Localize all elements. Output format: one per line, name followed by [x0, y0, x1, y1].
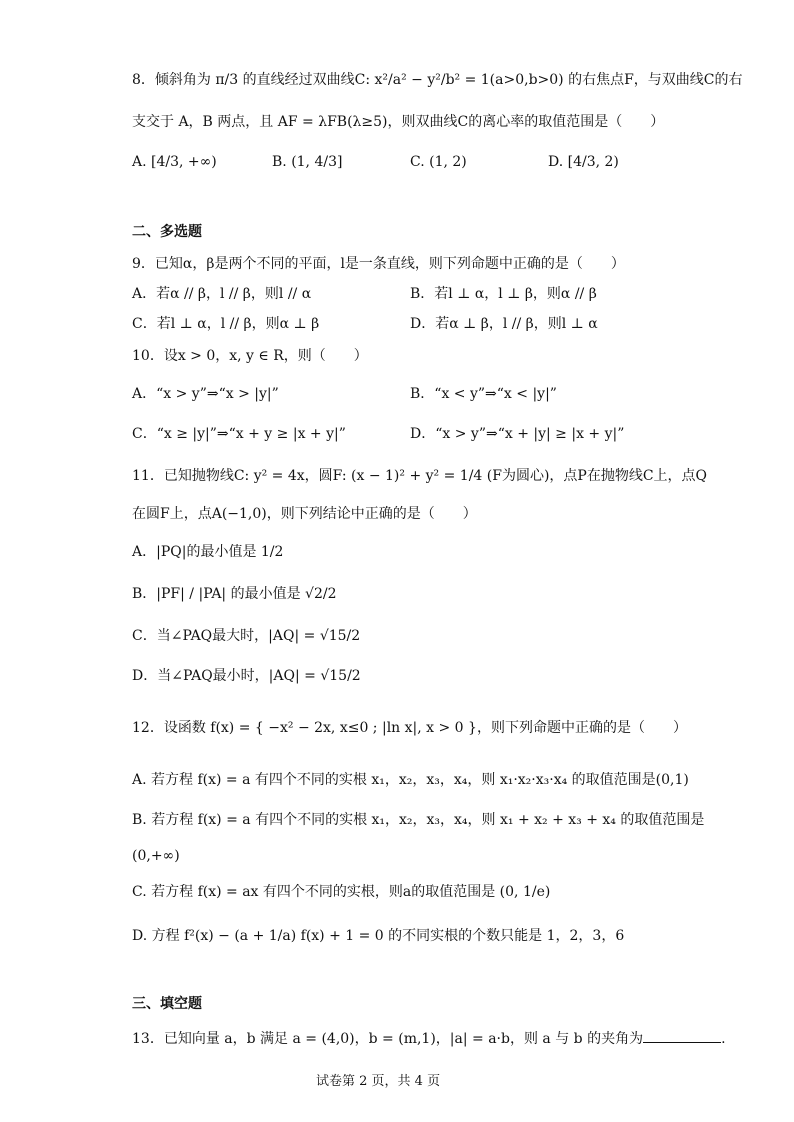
q11-stem-line2: 在圆F上，点A(−1,0)，则下列结论中正确的是（ ） — [132, 506, 477, 522]
q12-option-a: A. 若方程 f(x) = a 有四个不同的实根 x₁，x₂，x₃，x₄，则 x₁·x₂·x₃·x₄ 的取值范围是(0,1) — [132, 772, 689, 788]
q12-option-d: D. 方程 f²(x) − (a + 1/a) f(x) + 1 = 0 的不同实根的个数只能是 1，2，3，6 — [132, 928, 625, 944]
q8-option-c: C. (1, 2) — [410, 154, 467, 170]
q11-option-d: D．当∠PAQ最小时，|AQ| = √15/2 — [132, 668, 361, 684]
q11-option-b: B．|PF| / |PA| 的最小值是 √2/2 — [132, 586, 337, 602]
q12-option-b-line1: B. 若方程 f(x) = a 有四个不同的实根 x₁，x₂，x₃，x₄，则 x₁ + x₂ + x₃ + x₄ 的取值范围是 — [132, 812, 705, 828]
q10-option-c: C．“x ≥ |y|”⇒“x + y ≥ |x + y|” — [132, 426, 346, 442]
q10-option-a: A．“x > y”⇒“x > |y|” — [132, 386, 279, 402]
q10-option-d: D．“x > y”⇒“x + |y| ≥ |x + y|” — [410, 426, 625, 442]
q12-option-b-line2: (0,+∞) — [132, 848, 180, 864]
q11-option-c: C．当∠PAQ最大时，|AQ| = √15/2 — [132, 628, 361, 644]
q9-option-a: A．若α // β，l // β，则l // α — [132, 286, 312, 302]
q11-stem-line1: 11．已知抛物线C: y² = 4x，圆F: (x − 1)² + y² = 1/4 (F为圆心)，点P在抛物线C上，点Q — [132, 468, 708, 484]
q13-end: . — [721, 1031, 726, 1047]
q9-option-c: C．若l ⊥ α，l // β，则α ⊥ β — [132, 316, 320, 332]
section-heading-fill-in: 三、填空题 — [132, 996, 202, 1012]
q11-option-a: A．|PQ|的最小值是 1/2 — [132, 544, 284, 560]
q9-option-d: D．若α ⊥ β，l // β，则l ⊥ α — [410, 316, 598, 332]
section-heading-multiple-choice: 二、多选题 — [132, 224, 202, 240]
q8-option-d: D. [4/3, 2) — [548, 154, 619, 170]
q12-option-c: C. 若方程 f(x) = ax 有四个不同的实根，则a的取值范围是 (0, 1/e) — [132, 884, 551, 900]
q13-stem: 13．已知向量 a，b 满足 a = (4,0)，b = (m,1)，|a| = a·b，则 a 与 b 的夹角为 — [132, 1031, 644, 1047]
q13-answer-blank[interactable] — [643, 1028, 721, 1043]
q8-stem-line1: 8．倾斜角为 π/3 的直线经过双曲线C: x²/a² − y²/b² = 1(a>0,b>0) 的右焦点F，与双曲线C的右 — [132, 72, 743, 88]
q8-option-b: B. (1, 4/3] — [272, 154, 343, 170]
q8-stem-line2: 支交于 A，B 两点，且 AF = λFB(λ≥5)，则双曲线C的离心率的取值范围是（ ） — [132, 114, 665, 130]
q9-option-b: B．若l ⊥ α，l ⊥ β，则α // β — [410, 286, 597, 302]
q9-stem: 9．已知α，β是两个不同的平面，l是一条直线，则下列命题中正确的是（ ） — [132, 256, 625, 272]
q10-stem: 10．设x > 0，x, y ∈ R，则（ ） — [132, 348, 368, 364]
q10-option-b: B．“x < y”⇒“x < |y|” — [410, 386, 557, 402]
page-footer: 试卷第 2 页，共 4 页 — [316, 1074, 441, 1089]
q8-option-a: A. [4/3, +∞) — [132, 154, 217, 170]
q12-stem: 12．设函数 f(x) = { −x² − 2x, x≤0 ; |ln x|, x > 0 }，则下列命题中正确的是（ ） — [132, 720, 687, 736]
q13-line — [132, 1028, 726, 1049]
